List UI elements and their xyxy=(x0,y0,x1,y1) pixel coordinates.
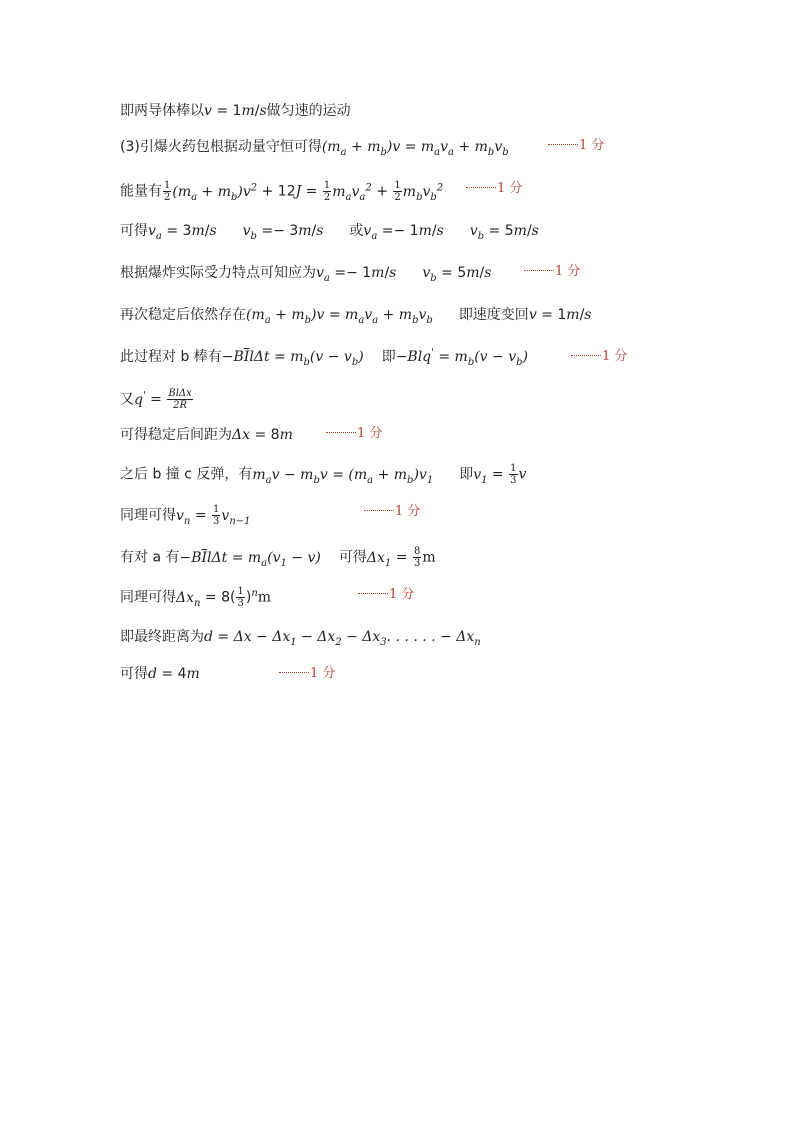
line-text: 可得 xyxy=(338,549,367,566)
line-text: 此过程对 b 棒有 xyxy=(120,349,222,365)
line-text: 再次稳定后依然存在 xyxy=(120,307,246,323)
solution-line-15: 可得d = 4m xyxy=(120,666,200,682)
line-text: 即 xyxy=(459,466,474,483)
solution-line-4: 可得$v_a = 3m/s$ $v_b =- 3m/s$ 或$v_a =- 1m/s$ $v_b = 5m/s$ xyxy=(120,223,539,242)
line-text: 根据爆炸实际受力特点可知应为 xyxy=(120,265,316,281)
line-text: 即最终距离为 xyxy=(120,629,204,645)
score-mark: 1 分 xyxy=(571,348,627,366)
solution-line-6: 再次稳定后依然存在$(m_a + m_b)v = m_av_a + m_bv_b$ 即速度变回v = 1m/s xyxy=(120,307,592,326)
line-text: 即 xyxy=(381,349,396,365)
solution-line-7: 此过程对 b 棒有$-B\overline{I}l\Delta t = m_b(v - v_b)$ 即$-Blq' = m_b(v - v_b)$ xyxy=(120,347,529,368)
solution-line-3: 能量有 $\frac{1}{2}$ $(m_a + m_b)v^2 + 12J$ = $\frac{1}{2}$ $m_av_a^2$ + $\frac{1}{2}$ $m_bv_b^2$ xyxy=(120,180,444,203)
score-mark: 1 分 xyxy=(524,263,580,281)
score-mark: 1 分 xyxy=(326,425,382,443)
line-text: 或 xyxy=(349,223,364,239)
line-text: 同理可得 xyxy=(120,507,176,524)
solution-line-9: 可得稳定后间距为Δx = 8m xyxy=(120,427,293,443)
score-mark: 1 分 xyxy=(358,586,414,604)
line-text: 可得稳定后间距为 xyxy=(120,427,232,443)
solution-line-8: 又q' = $\frac{\text{BlΔx}}{2R}$ xyxy=(120,388,192,411)
line-text: 又 xyxy=(120,391,134,408)
score-mark: 1 分 xyxy=(548,137,604,155)
solution-line-14: 即最终距离为$d = \Delta x - \Delta x_1 - \Delta x_2 - \Delta x_3$. . . . . . − $\Delta x_n$ xyxy=(120,629,481,648)
line-text: 能量有 xyxy=(120,183,162,200)
solution-line-2: (3)引爆火药包根据动量守恒可得$(m_a + m_b)v = m_av_a + m_bv_b$ xyxy=(120,139,509,158)
solution-line-5: 根据爆炸实际受力特点可知应为$v_a =- 1m/s$ $v_b = 5m/s$ xyxy=(120,265,492,284)
line-text: 之后 b 撞 c 反弹，有 xyxy=(120,466,253,483)
score-mark: 1 分 xyxy=(364,503,420,521)
solution-line-10: 之后 b 撞 c 反弹，有$m_av - m_bv = (m_a + m_b)v_1$ 即$v_1$ = $\frac{1}{3}$ v xyxy=(120,463,527,486)
line-text: 同理可得 xyxy=(120,589,176,606)
line-text: 可得 xyxy=(120,666,148,682)
solution-line-11: 同理可得$v_n$ = $\frac{1}{3}$ $v_{n-1}$ xyxy=(120,504,251,527)
line-text: 做匀速的运动 xyxy=(266,103,351,119)
line-text: (3)引爆火药包根据动量守恒可得 xyxy=(120,139,322,155)
score-mark: 1 分 xyxy=(279,665,335,683)
line-text: 可得 xyxy=(120,223,148,239)
solution-line-1: 即两导体棒以v = 1m/s做匀速的运动 xyxy=(120,103,351,119)
solution-line-12: 有对 a 有$-B\overline{I}l\Delta t = m_a(v_1 - v)$ 可得$\Delta x_1$ = $\frac{8}{3}$ m xyxy=(120,546,436,569)
score-mark: 1 分 xyxy=(466,180,522,198)
solution-line-13: 同理可得$\Delta x_n = 8$( $\frac{1}{3}$ )$^n$m xyxy=(120,586,272,609)
line-text: 即两导体棒以 xyxy=(120,103,204,119)
line-text: 有对 a 有 xyxy=(120,549,180,566)
line-text: 即速度变回 xyxy=(458,307,529,323)
